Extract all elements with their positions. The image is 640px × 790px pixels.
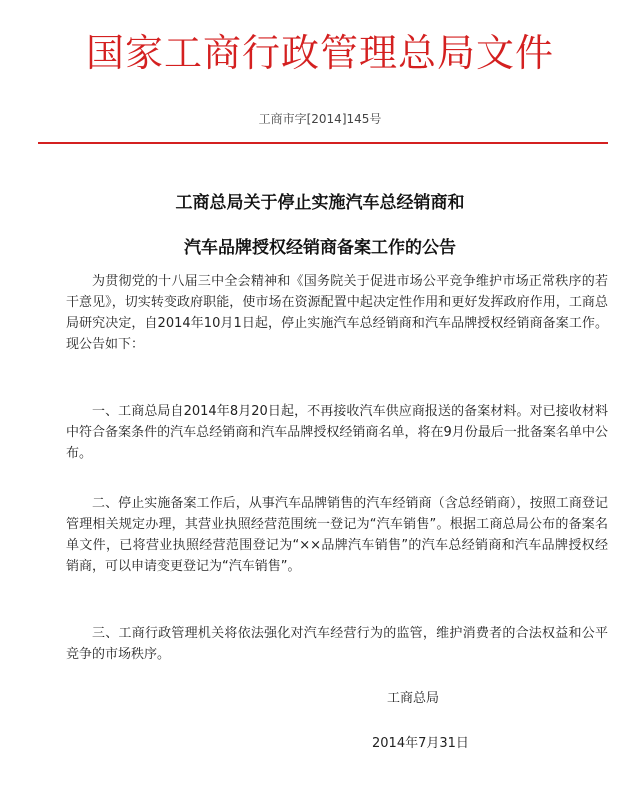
body-paragraph-item-3: 三、工商行政管理机关将依法强化对汽车经营行为的监管，维护消费者的合法权益和公平竞争的市场秩序。 (66, 626, 608, 662)
body-paragraph-item-1: 一、工商总局自2014年8月20日起，不再接收汽车供应商报送的备案材料。对已接收材料中符合备案条件的汽车总经销商和汽车品牌授权经销商名单，将在9月份最后一批备案名单中公布。 (66, 404, 608, 461)
issue-date: 2014年7月31日 (372, 736, 469, 751)
body-paragraph-item-2: 二、停止实施备案工作后，从事汽车品牌销售的汽车经销商（含总经销商），按照工商登记管理相关规定办理，其营业执照经营范围统一登记为“汽车销售”。根据工商总局公布的备案名单文件，已将营业执照经营范围登记为“××品牌汽车销售”的汽车总经销商和汽车品牌授权经销商，可以申请变更登记为“汽车销售”。 (66, 496, 608, 574)
document-header-title: 国家工商行政管理总局文件 (85, 31, 554, 75)
issuer-signature: 工商总局 (387, 691, 440, 706)
notice-title-line-1: 工商总局关于停止实施汽车总经销商和 (175, 193, 465, 213)
notice-title-line-2: 汽车品牌授权经销商备案工作的公告 (184, 238, 456, 258)
document-number: 工商市字[2014]145号 (258, 112, 382, 126)
body-paragraph-intro: 为贯彻党的十八届三中全会精神和《国务院关于促进市场公平竞争维护市场正常秩序的若干意见》，切实转变政府职能，使市场在资源配置中起决定性作用和更好发挥政府作用，工商总局研究决定，自2014年10月1日起，停止实施汽车总经销商和汽车品牌授权经销商备案工作。现公告如下： (66, 274, 608, 352)
red-divider (38, 142, 608, 144)
